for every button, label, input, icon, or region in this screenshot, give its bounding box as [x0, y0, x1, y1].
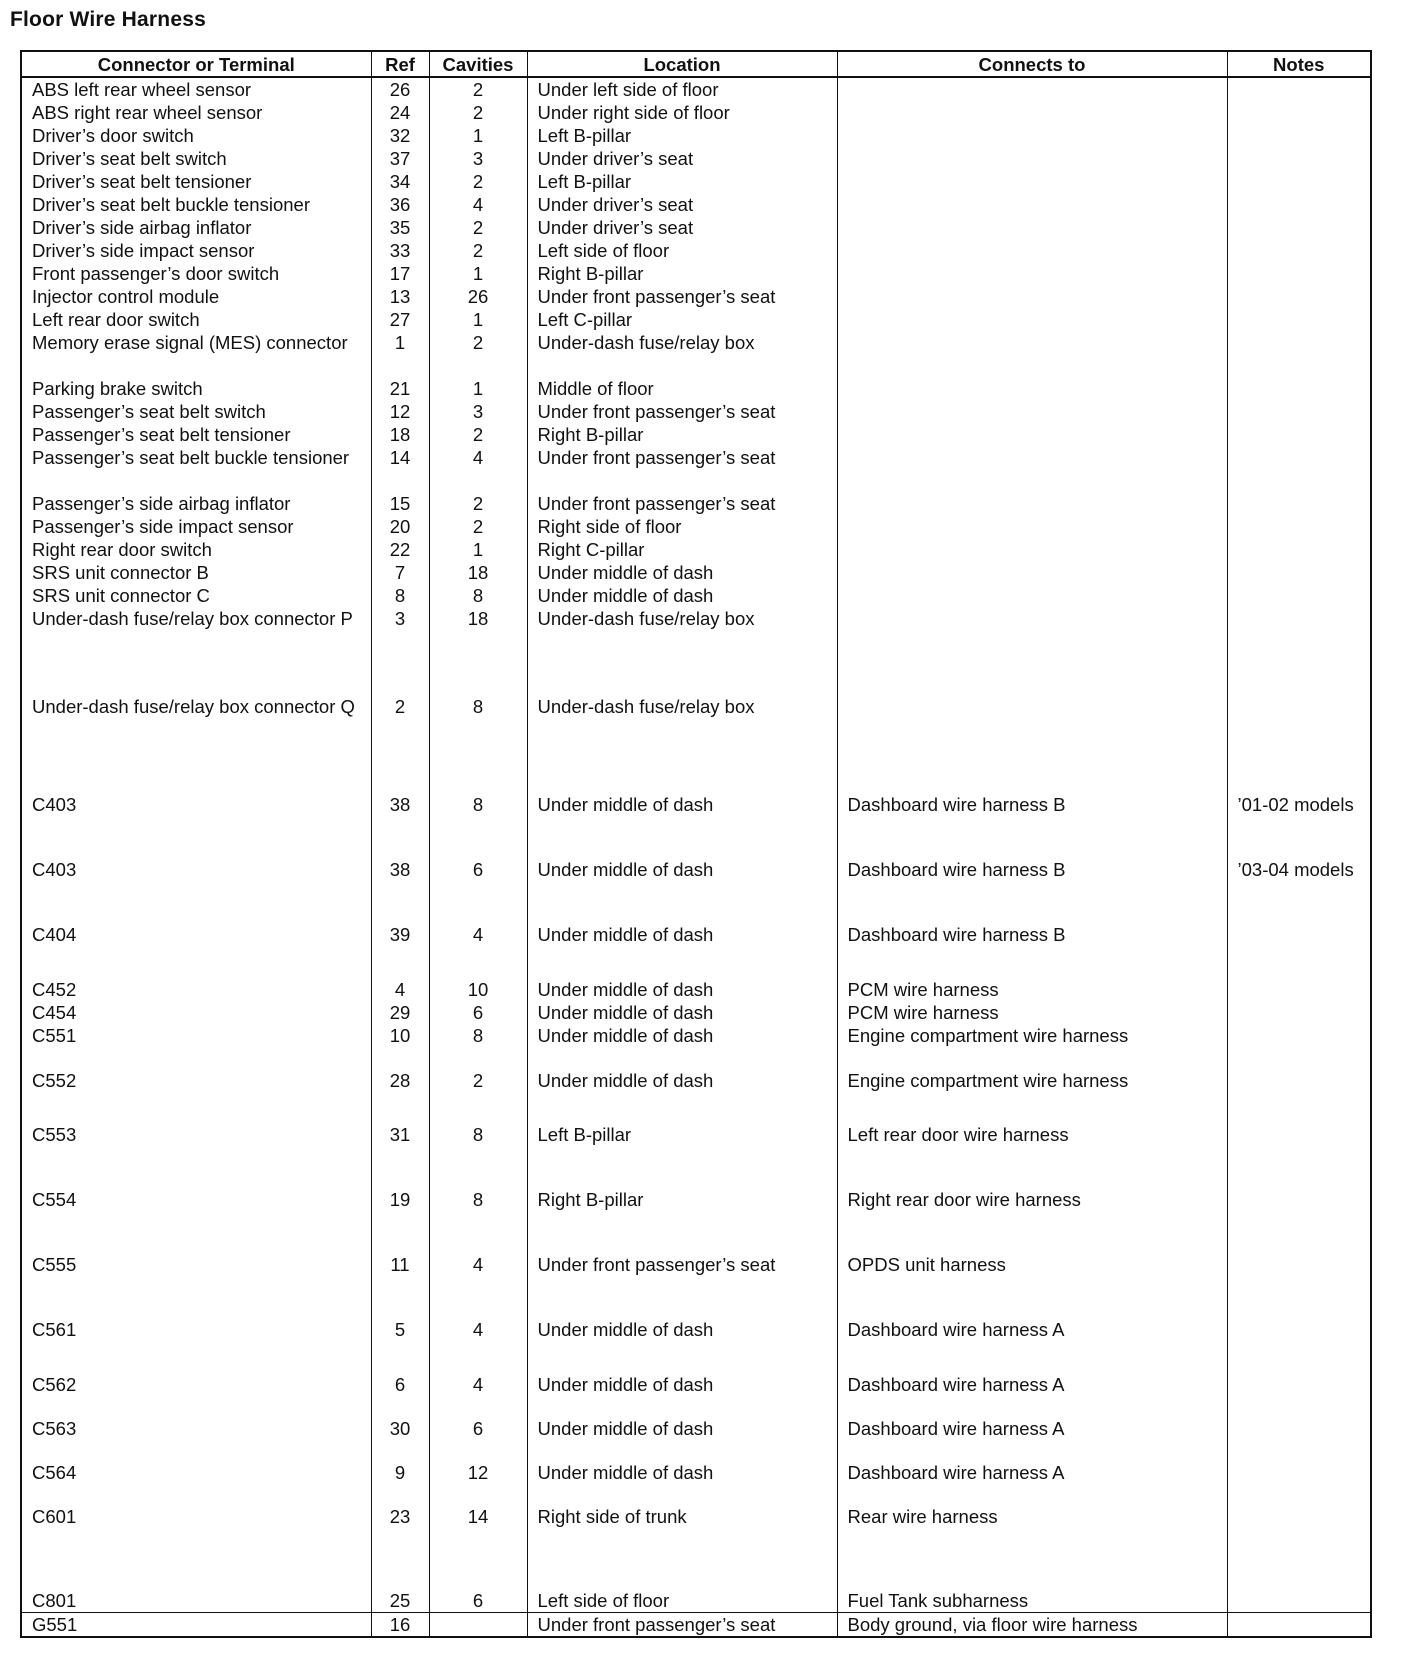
- connector-cell: SRS unit connector B: [21, 561, 371, 584]
- ref-cell: 36: [371, 193, 429, 216]
- cavities-cell: 8: [429, 584, 527, 607]
- table-row: [21, 515, 1371, 538]
- ref-cell: 25: [371, 1549, 429, 1612]
- ref-cell: 13: [371, 285, 429, 308]
- location-cell: Under middle of dash: [527, 848, 837, 913]
- connects-to-cell: [837, 446, 1227, 492]
- location-cell: Right side of floor: [527, 515, 837, 538]
- notes-cell: [1227, 1461, 1371, 1505]
- table-row: [21, 423, 1371, 446]
- connects-to-cell: [837, 492, 1227, 515]
- location-cell: Under left side of floor: [527, 77, 837, 101]
- connector-cell: Driver’s door switch: [21, 124, 371, 147]
- location-cell: Under front passenger’s seat: [527, 492, 837, 515]
- connects-to-cell: Right rear door wire harness: [837, 1178, 1227, 1243]
- connector-cell: C404: [21, 913, 371, 978]
- connects-to-cell: [837, 170, 1227, 193]
- connector-cell: Passenger’s seat belt switch: [21, 400, 371, 423]
- location-cell: Left C-pillar: [527, 308, 837, 331]
- connector-cell: ABS right rear wheel sensor: [21, 101, 371, 124]
- location-cell: Right C-pillar: [527, 538, 837, 561]
- connector-cell: Under-dash fuse/relay box connector Q: [21, 695, 371, 783]
- table-row: [21, 124, 1371, 147]
- table-row: [21, 1178, 1371, 1243]
- connector-cell: Passenger’s seat belt tensioner: [21, 423, 371, 446]
- notes-cell: [1227, 978, 1371, 1001]
- connects-to-cell: PCM wire harness: [837, 978, 1227, 1001]
- connects-to-cell: Engine compartment wire harness: [837, 1024, 1227, 1069]
- cavities-cell: 14: [429, 1505, 527, 1549]
- ref-cell: 22: [371, 538, 429, 561]
- location-cell: Right B-pillar: [527, 423, 837, 446]
- table-row: [21, 308, 1371, 331]
- notes-cell: [1227, 607, 1371, 695]
- notes-cell: [1227, 147, 1371, 170]
- connects-to-cell: [837, 331, 1227, 377]
- ref-cell: 34: [371, 170, 429, 193]
- connects-to-cell: Dashboard wire harness B: [837, 783, 1227, 848]
- cavities-cell: 4: [429, 913, 527, 978]
- connector-cell: SRS unit connector C: [21, 584, 371, 607]
- connects-to-cell: Engine compartment wire harness: [837, 1069, 1227, 1113]
- connects-to-cell: [837, 377, 1227, 400]
- connector-cell: C801: [21, 1549, 371, 1612]
- notes-cell: ’03-04 models: [1237, 859, 1354, 880]
- cavities-cell: 6: [429, 1417, 527, 1461]
- ref-cell: 12: [371, 400, 429, 423]
- table-row: [21, 1001, 1371, 1024]
- table-row: [21, 101, 1371, 124]
- location-cell: Under front passenger’s seat: [527, 1612, 837, 1637]
- location-cell: Under middle of dash: [527, 1069, 837, 1113]
- ref-cell: 10: [371, 1024, 429, 1069]
- cavities-cell: 8: [429, 695, 527, 783]
- location-cell: Under middle of dash: [527, 1001, 837, 1024]
- ref-cell: 8: [371, 584, 429, 607]
- notes-cell: [1227, 1505, 1371, 1549]
- connects-to-cell: [837, 239, 1227, 262]
- table-row: [21, 147, 1371, 170]
- table-row: [21, 978, 1371, 1001]
- location-cell: Left B-pillar: [527, 124, 837, 147]
- table-row: [21, 1461, 1371, 1505]
- notes-cell: [1227, 193, 1371, 216]
- connector-cell: Driver’s seat belt switch: [21, 147, 371, 170]
- table-row: [21, 331, 1371, 377]
- table-row: [21, 77, 1371, 101]
- ref-cell: 37: [371, 147, 429, 170]
- ref-cell: 19: [371, 1178, 429, 1243]
- connector-cell: Passenger’s side airbag inflator: [21, 492, 371, 515]
- cavities-cell: 2: [429, 515, 527, 538]
- connects-to-cell: [837, 584, 1227, 607]
- table-row: [21, 561, 1371, 584]
- cavities-cell: 4: [429, 1308, 527, 1373]
- ref-cell: 29: [371, 1001, 429, 1024]
- connects-to-cell: Left rear door wire harness: [837, 1113, 1227, 1178]
- cavities-cell: 8: [429, 783, 527, 848]
- cavities-cell: [429, 1612, 527, 1637]
- location-cell: Left side of floor: [527, 1549, 837, 1612]
- cavities-cell: 1: [429, 308, 527, 331]
- notes-cell: [1227, 124, 1371, 147]
- cavities-cell: 8: [429, 1113, 527, 1178]
- cavities-cell: 4: [429, 1373, 527, 1417]
- cavities-cell: 2: [429, 101, 527, 124]
- cavities-cell: 8: [429, 1178, 527, 1243]
- connector-cell: C554: [21, 1178, 371, 1243]
- table-row: [21, 377, 1371, 400]
- harness-table: [20, 50, 1372, 1638]
- ref-cell: 31: [371, 1113, 429, 1178]
- connects-to-cell: [837, 607, 1227, 695]
- cavities-cell: 2: [429, 1069, 527, 1113]
- notes-cell: [1227, 1308, 1371, 1373]
- cavities-cell: 2: [429, 423, 527, 446]
- ref-cell: 11: [371, 1243, 429, 1308]
- column-header-connector: Connector or Terminal: [21, 51, 371, 77]
- table-body: [21, 77, 1371, 1637]
- ref-cell: 20: [371, 515, 429, 538]
- page-title: Floor Wire Harness: [10, 8, 206, 31]
- location-cell: Under middle of dash: [527, 978, 837, 1001]
- connects-to-cell: OPDS unit harness: [837, 1243, 1227, 1308]
- notes-cell: [1227, 584, 1371, 607]
- cavities-cell: 2: [429, 331, 527, 377]
- location-cell: Under middle of dash: [527, 584, 837, 607]
- notes-cell: [1227, 492, 1371, 515]
- cavities-cell: 2: [429, 492, 527, 515]
- notes-cell: [1227, 913, 1371, 978]
- ref-cell: 38: [371, 848, 429, 913]
- connects-to-cell: [837, 124, 1227, 147]
- connector-cell: C403: [21, 783, 371, 848]
- location-cell: Under front passenger’s seat: [527, 285, 837, 308]
- cavities-cell: 10: [429, 978, 527, 1001]
- ref-cell: 24: [371, 101, 429, 124]
- connects-to-cell: [837, 515, 1227, 538]
- column-header-notes: Notes: [1227, 51, 1371, 77]
- table-row: [21, 400, 1371, 423]
- location-cell: Under right side of floor: [527, 101, 837, 124]
- cavities-cell: 12: [429, 1461, 527, 1505]
- location-cell: Under-dash fuse/relay box: [527, 331, 837, 377]
- connector-cell: Driver’s seat belt buckle tensioner: [21, 193, 371, 216]
- connects-to-cell: Dashboard wire harness A: [837, 1308, 1227, 1373]
- ref-cell: 30: [371, 1417, 429, 1461]
- connects-to-cell: [837, 561, 1227, 584]
- cavities-cell: 6: [429, 1001, 527, 1024]
- table-row: [21, 446, 1371, 492]
- cavities-cell: 1: [429, 262, 527, 285]
- ref-cell: 39: [371, 913, 429, 978]
- ref-cell: 26: [371, 77, 429, 101]
- connects-to-cell: Dashboard wire harness A: [837, 1373, 1227, 1417]
- connector-cell: C555: [21, 1243, 371, 1308]
- location-cell: Under middle of dash: [527, 1461, 837, 1505]
- location-cell: Under front passenger’s seat: [527, 446, 837, 492]
- connector-cell: C553: [21, 1113, 371, 1178]
- ref-cell: 4: [371, 978, 429, 1001]
- table-row: [21, 239, 1371, 262]
- notes-cell: [1227, 216, 1371, 239]
- notes-cell: [1227, 262, 1371, 285]
- connects-to-cell: Fuel Tank subharness: [837, 1549, 1227, 1612]
- ref-cell: 15: [371, 492, 429, 515]
- column-header-connects-to: Connects to: [837, 51, 1227, 77]
- location-cell: Under middle of dash: [527, 1308, 837, 1373]
- connects-to-cell: [837, 285, 1227, 308]
- notes-cell: [1227, 695, 1371, 783]
- location-cell: Under middle of dash: [527, 1024, 837, 1069]
- connector-cell: G551: [21, 1612, 371, 1637]
- location-cell: Under front passenger’s seat: [527, 1243, 837, 1308]
- cavities-cell: 3: [429, 147, 527, 170]
- connects-to-cell: [837, 193, 1227, 216]
- connects-to-cell: Dashboard wire harness B: [837, 848, 1227, 913]
- column-header-cavities: Cavities: [429, 51, 527, 77]
- cavities-cell: 4: [429, 446, 527, 492]
- cavities-cell: 4: [429, 193, 527, 216]
- connector-cell: Under-dash fuse/relay box connector P: [21, 607, 371, 695]
- cavities-cell: 6: [429, 1549, 527, 1612]
- location-cell: Under middle of dash: [527, 1373, 837, 1417]
- location-cell: Under-dash fuse/relay box: [527, 695, 837, 783]
- connects-to-cell: [837, 400, 1227, 423]
- table-row: [21, 848, 1371, 913]
- location-cell: Left side of floor: [527, 239, 837, 262]
- location-cell: Middle of floor: [527, 377, 837, 400]
- cavities-cell: 6: [429, 848, 527, 913]
- table-row: [21, 783, 1371, 848]
- table-header-row: [21, 51, 1371, 77]
- table-row: [21, 170, 1371, 193]
- cavities-cell: 8: [429, 1024, 527, 1069]
- table-row: [21, 538, 1371, 561]
- ref-cell: 23: [371, 1505, 429, 1549]
- connects-to-cell: Dashboard wire harness A: [837, 1461, 1227, 1505]
- connector-cell: C551: [21, 1024, 371, 1069]
- notes-cell: [1227, 1024, 1371, 1069]
- notes-cell: [1227, 423, 1371, 446]
- connector-cell: Front passenger’s door switch: [21, 262, 371, 285]
- table-row: [21, 193, 1371, 216]
- ref-cell: 33: [371, 239, 429, 262]
- connects-to-cell: [837, 308, 1227, 331]
- connector-cell: ABS left rear wheel sensor: [21, 77, 371, 101]
- location-cell: Under front passenger’s seat: [527, 400, 837, 423]
- connector-cell: Passenger’s side impact sensor: [21, 515, 371, 538]
- connects-to-cell: Dashboard wire harness B: [837, 913, 1227, 978]
- connects-to-cell: [837, 77, 1227, 101]
- notes-cell: [1227, 561, 1371, 584]
- location-cell: Right B-pillar: [527, 262, 837, 285]
- notes-cell: [1227, 308, 1371, 331]
- notes-cell: [1227, 1612, 1371, 1637]
- connector-cell: C552: [21, 1069, 371, 1113]
- table-row: [21, 584, 1371, 607]
- ref-cell: 27: [371, 308, 429, 331]
- location-cell: Left B-pillar: [527, 1113, 837, 1178]
- connects-to-cell: Dashboard wire harness A: [837, 1417, 1227, 1461]
- connector-cell: Parking brake switch: [21, 377, 371, 400]
- ref-cell: 18: [371, 423, 429, 446]
- notes-cell: [1227, 1373, 1371, 1417]
- cavities-cell: 2: [429, 170, 527, 193]
- notes-cell: [1227, 101, 1371, 124]
- table-row: [21, 1113, 1371, 1178]
- ref-cell: 21: [371, 377, 429, 400]
- ref-cell: 7: [371, 561, 429, 584]
- connector-cell: Driver’s side impact sensor: [21, 239, 371, 262]
- ref-cell: 35: [371, 216, 429, 239]
- table-row: [21, 1308, 1371, 1373]
- ref-cell: 9: [371, 1461, 429, 1505]
- connector-cell: Passenger’s seat belt buckle tensioner: [21, 446, 371, 492]
- notes-cell: [1227, 77, 1371, 101]
- table-row: [21, 1612, 1371, 1637]
- notes-cell: [1227, 400, 1371, 423]
- connects-to-cell: PCM wire harness: [837, 1001, 1227, 1024]
- location-cell: Under middle of dash: [527, 783, 837, 848]
- cavities-cell: 2: [429, 239, 527, 262]
- connector-cell: C563: [21, 1417, 371, 1461]
- cavities-cell: 26: [429, 285, 527, 308]
- cavities-cell: 1: [429, 538, 527, 561]
- notes-cell: [1227, 377, 1371, 400]
- notes-cell: [1227, 446, 1371, 492]
- connector-cell: Injector control module: [21, 285, 371, 308]
- table-row: [21, 1243, 1371, 1308]
- notes-cell: [1227, 239, 1371, 262]
- ref-cell: 32: [371, 124, 429, 147]
- location-cell: Under driver’s seat: [527, 147, 837, 170]
- location-cell: Right side of trunk: [527, 1505, 837, 1549]
- connector-cell: C452: [21, 978, 371, 1001]
- location-cell: Left B-pillar: [527, 170, 837, 193]
- notes-cell: [1227, 538, 1371, 561]
- connector-cell: C601: [21, 1505, 371, 1549]
- connects-to-cell: Rear wire harness: [837, 1505, 1227, 1549]
- connects-to-cell: [837, 262, 1227, 285]
- ref-cell: 14: [371, 446, 429, 492]
- table-row: [21, 913, 1371, 978]
- connects-to-cell: [837, 538, 1227, 561]
- table-row: [21, 492, 1371, 515]
- table-row: [21, 1069, 1371, 1113]
- ref-cell: 6: [371, 1373, 429, 1417]
- table-row: [21, 1373, 1371, 1417]
- connects-to-cell: [837, 216, 1227, 239]
- location-cell: Under middle of dash: [527, 913, 837, 978]
- table-row: [21, 1417, 1371, 1461]
- cavities-cell: 2: [429, 77, 527, 101]
- connector-cell: Right rear door switch: [21, 538, 371, 561]
- connects-to-cell: [837, 695, 1227, 783]
- location-cell: Under middle of dash: [527, 561, 837, 584]
- table-row: [21, 1549, 1371, 1612]
- notes-cell: [1227, 1069, 1371, 1113]
- location-cell: Under middle of dash: [527, 1417, 837, 1461]
- connector-cell: C562: [21, 1373, 371, 1417]
- connects-to-cell: [837, 423, 1227, 446]
- connects-to-cell: [837, 147, 1227, 170]
- column-header-location: Location: [527, 51, 837, 77]
- ref-cell: 2: [371, 695, 429, 783]
- notes-cell: [1227, 331, 1371, 377]
- ref-cell: 5: [371, 1308, 429, 1373]
- table-row: [21, 1505, 1371, 1549]
- cavities-cell: 3: [429, 400, 527, 423]
- notes-cell: [1227, 170, 1371, 193]
- ref-cell: 28: [371, 1069, 429, 1113]
- notes-cell: [1227, 1178, 1371, 1243]
- table-row: [21, 216, 1371, 239]
- connector-cell: C454: [21, 1001, 371, 1024]
- table-row: [21, 695, 1371, 783]
- cavities-cell: 1: [429, 124, 527, 147]
- cavities-cell: 4: [429, 1243, 527, 1308]
- location-cell: Under-dash fuse/relay box: [527, 607, 837, 695]
- table-row: [21, 607, 1371, 695]
- location-cell: Right B-pillar: [527, 1178, 837, 1243]
- notes-cell: ’01-02 models: [1237, 794, 1354, 815]
- notes-cell: [1227, 1001, 1371, 1024]
- column-header-ref: Ref: [371, 51, 429, 77]
- notes-cell: [1227, 1243, 1371, 1308]
- connector-cell: C561: [21, 1308, 371, 1373]
- notes-cell: [1227, 515, 1371, 538]
- connector-cell: Driver’s side airbag inflator: [21, 216, 371, 239]
- ref-cell: 17: [371, 262, 429, 285]
- connector-cell: C564: [21, 1461, 371, 1505]
- connector-cell: C403: [21, 848, 371, 913]
- table-row: [21, 262, 1371, 285]
- location-cell: Under driver’s seat: [527, 216, 837, 239]
- connector-cell: Left rear door switch: [21, 308, 371, 331]
- cavities-cell: 18: [429, 561, 527, 584]
- connects-to-cell: Body ground, via floor wire harness: [837, 1612, 1227, 1637]
- connector-cell: Memory erase signal (MES) connector: [21, 331, 371, 377]
- notes-cell: [1227, 1417, 1371, 1461]
- ref-cell: 16: [371, 1612, 429, 1637]
- table-row: [21, 285, 1371, 308]
- notes-cell: [1227, 1549, 1371, 1612]
- cavities-cell: 18: [429, 607, 527, 695]
- connector-cell: Driver’s seat belt tensioner: [21, 170, 371, 193]
- cavities-cell: 1: [429, 377, 527, 400]
- ref-cell: 1: [371, 331, 429, 377]
- notes-cell: [1227, 1113, 1371, 1178]
- cavities-cell: 2: [429, 216, 527, 239]
- notes-cell: [1227, 285, 1371, 308]
- ref-cell: 3: [371, 607, 429, 695]
- connects-to-cell: [837, 101, 1227, 124]
- location-cell: Under driver’s seat: [527, 193, 837, 216]
- table-row: [21, 1024, 1371, 1069]
- ref-cell: 38: [371, 783, 429, 848]
